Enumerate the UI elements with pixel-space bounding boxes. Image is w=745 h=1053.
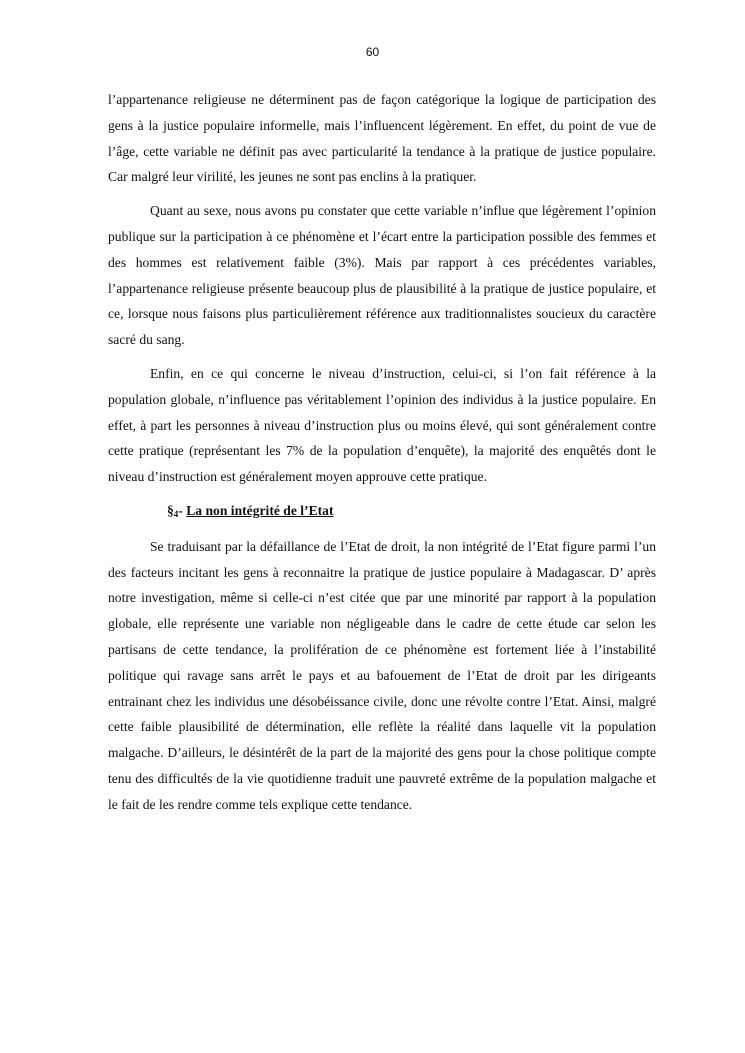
section-symbol: § bbox=[167, 502, 174, 518]
section-heading bbox=[108, 498, 656, 524]
paragraph-continuation: l’appartenance religieuse ne déterminent pas de façon catégorique la logique de participation des gens à la justice populaire informelle, mais l’influencent légèrement. En effet, du point de vue de l’âge, cette variable ne définit pas avec particularité la tendance à la pratique de justice populaire. Car malgré leur virilité, les jeunes ne sont pas enclins à la pratiquer. bbox=[108, 92, 656, 185]
paragraph-state-integrity: Se traduisant par la défaillance de l’Etat de droit, la non intégrité de l’Etat figure parmi l’un des facteurs incitant les gens à reconnaitre la pratique de justice populaire à Madagascar. D’ après notre investigation, même si celle-ci n’est citée que par une minorité par rapport à la population globale, elle représente une variable non négligeable dans le cadre de cette étude car selon les partisans de cette tendance, la prolifération de ce phénomène est fortement liée à l’instabilité politique qui ravage sans arrêt le pays et au bafouement de l’Etat de droit par les dirigeants entrainant chez les individus une désobéissance civile, donc une révolte contre l’Etat. Ainsi, malgré cette faible plausibilité de détermination, elle reflète la réalité dans laquelle vit la population malgache. D’ailleurs, le désintérêt de la part de la majorité des gens pour la chose politique compte tenu des difficultés de la vie quotidienne traduit une pauvreté extrême de la population malgache et le fait de les rendre comme tels explique cette tendance. bbox=[108, 538, 656, 812]
section-title: La non intégrité de l’Etat bbox=[186, 502, 334, 518]
section-separator: - bbox=[178, 502, 187, 518]
page-number: 60 bbox=[365, 45, 380, 59]
paragraph-sex-variable: Quant au sexe, nous avons pu constater que cette variable n’influe que légèrement l’opinion publique sur la participation à ce phénomène et l’écart entre la participation possible des femmes et des hommes est relativement faible (3%). Mais par rapport à ces précédentes variables, l’appartenance religieuse présente beaucoup plus de plausibilité à la pratique de justice populaire, et ce, lorsque nous faisons plus particulièrement référence aux traditionnalistes soucieux du caractère sacré du sang. bbox=[108, 203, 656, 348]
body-text bbox=[108, 87, 656, 826]
section-number: 4 bbox=[173, 508, 179, 519]
paragraph-education-variable: Enfin, en ce qui concerne le niveau d’instruction, celui-ci, si l’on fait référence à la population globale, n’influence pas véritablement l’opinion des individus à la justice populaire. En effet, à part les personnes à niveau d’instruction plus ou moins élevé, qui sont généralement contre cette pratique (représentant les 7% de la population d’enquête), la majorité des enquêtés dont le niveau d’instruction est généralement moyen approuve cette pratique. bbox=[108, 365, 656, 485]
